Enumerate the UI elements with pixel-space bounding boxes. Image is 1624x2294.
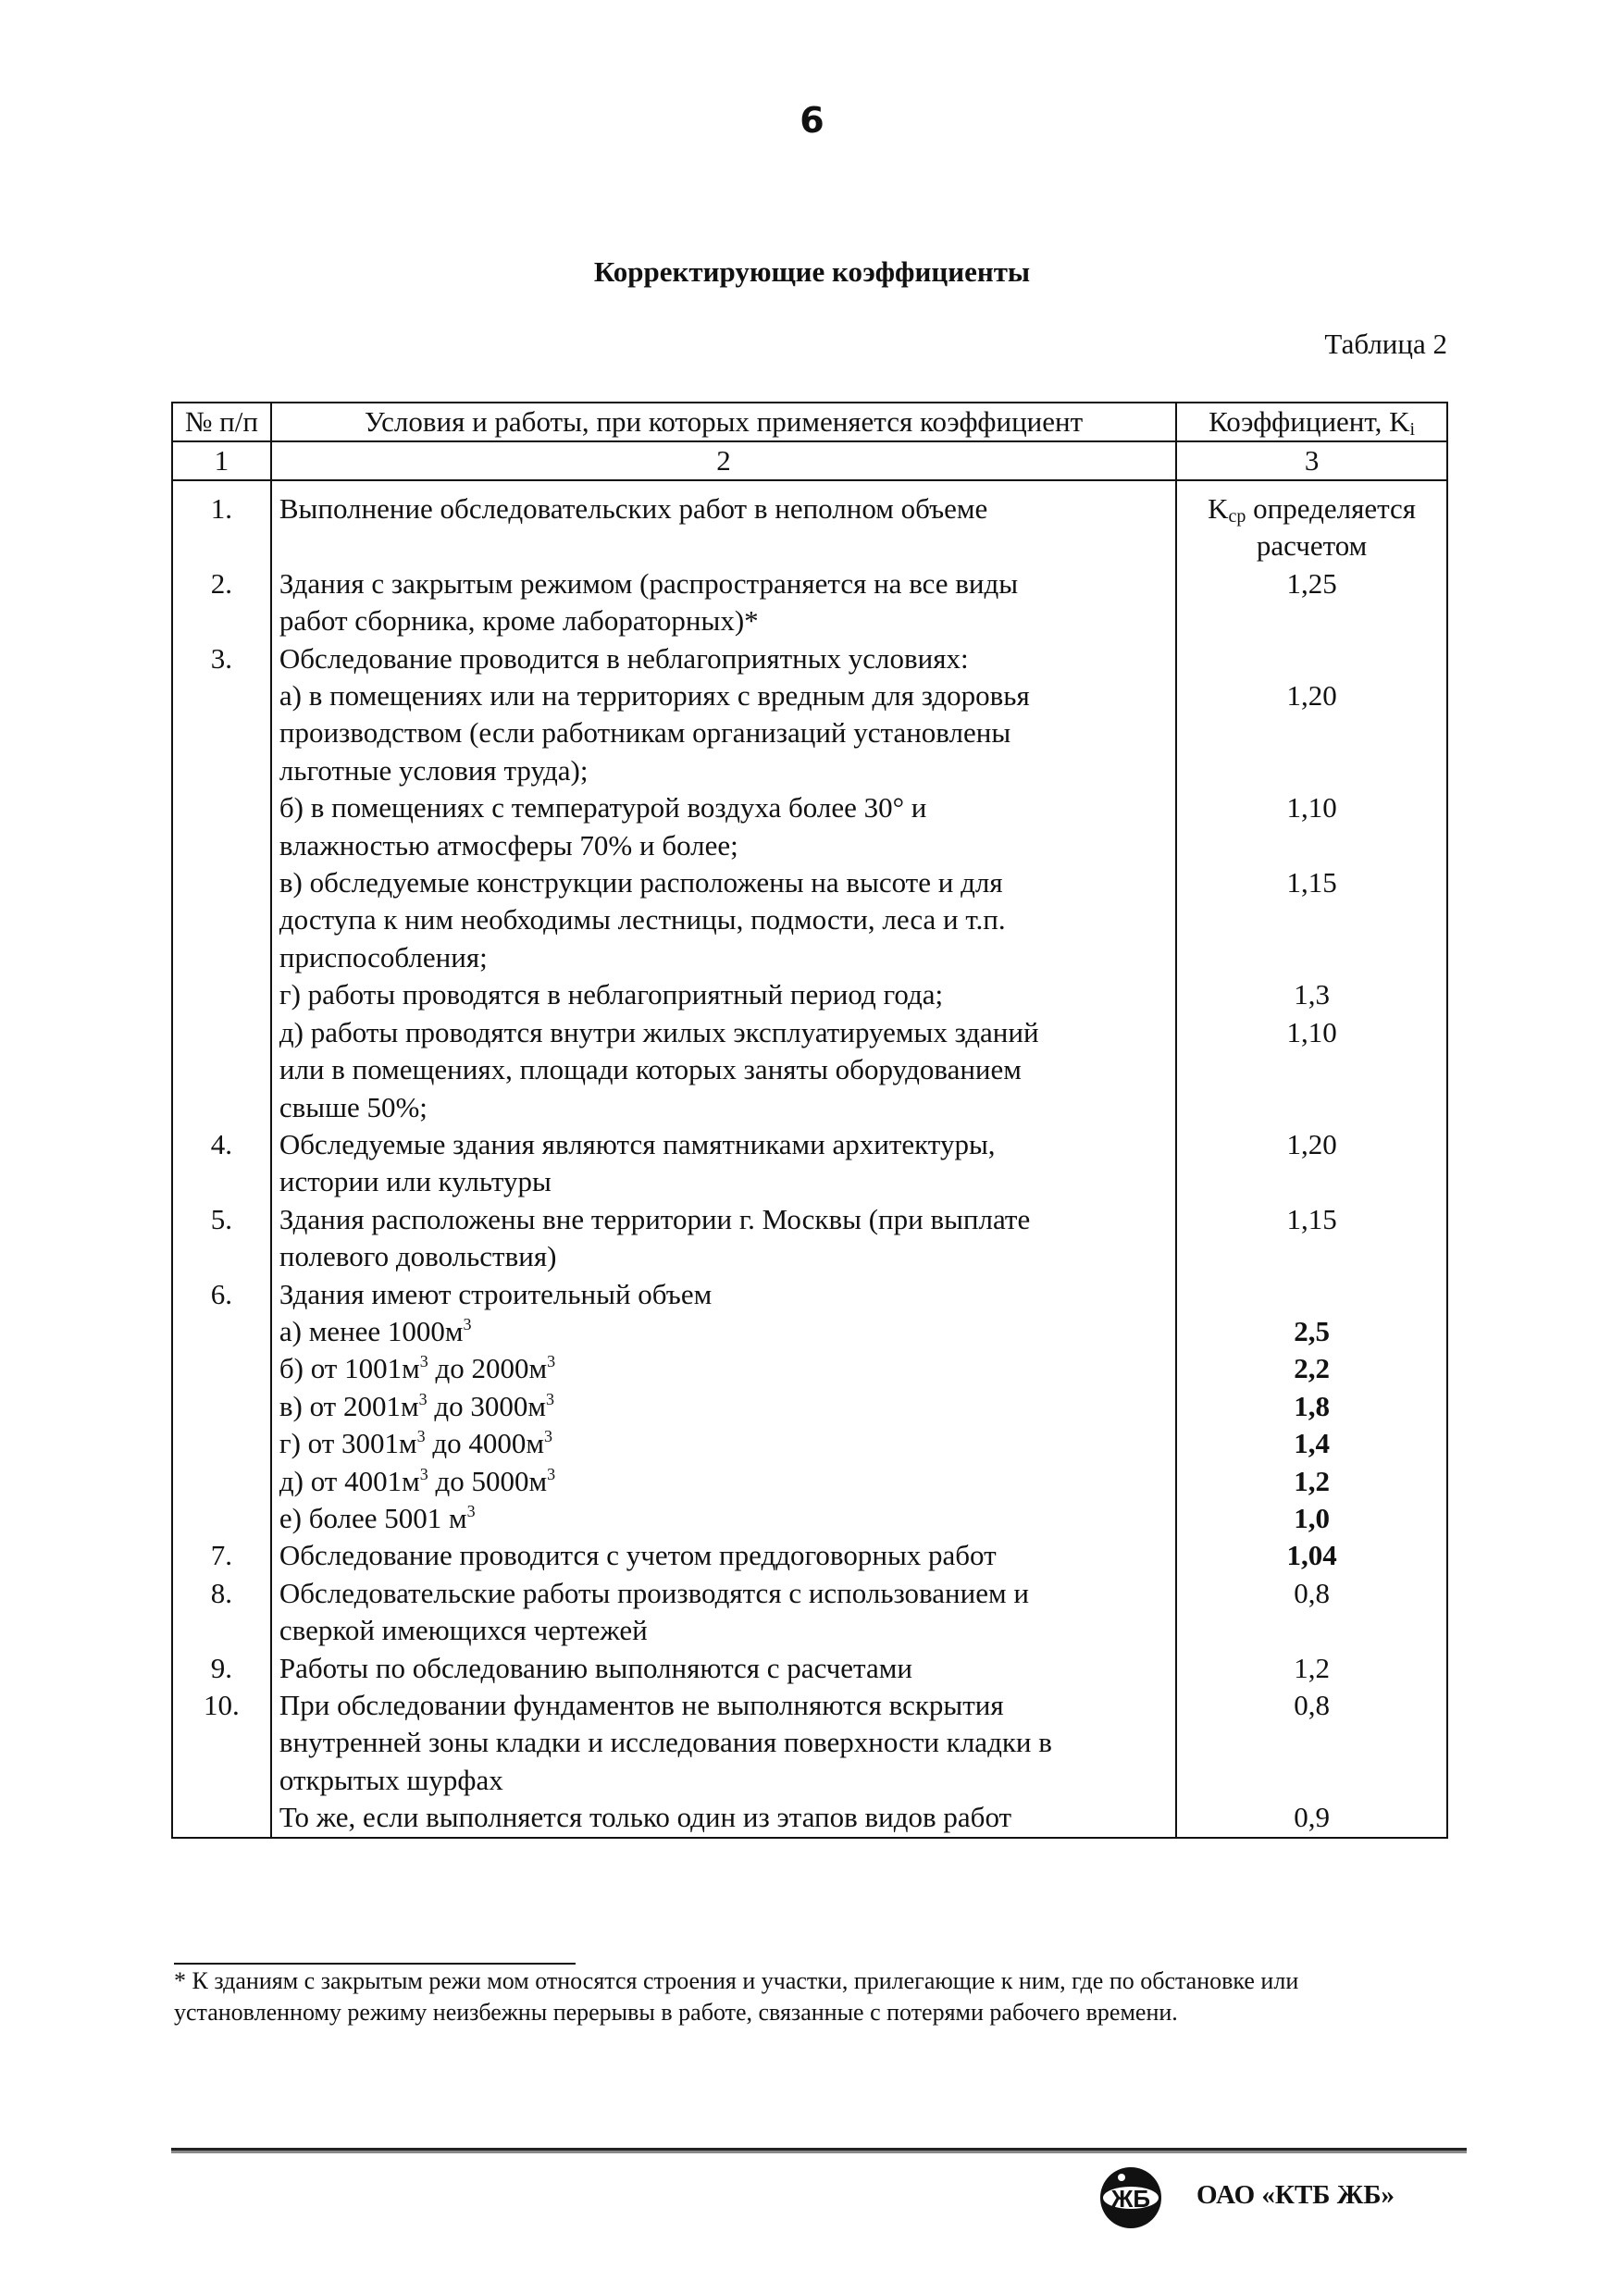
coefficient-value: 1,04 <box>1286 1539 1337 1572</box>
table-column-numbers-row <box>172 441 1447 480</box>
row-condition <box>271 1687 1176 1799</box>
row-coefficient <box>1176 1500 1447 1537</box>
row-condition <box>271 1575 1176 1650</box>
superscript: 3 <box>545 1389 554 1408</box>
coefficient-value: 1,4 <box>1294 1427 1330 1460</box>
row-number <box>172 1799 271 1837</box>
table-row <box>172 677 1447 789</box>
row-condition <box>271 1201 1176 1276</box>
text-segment: То же, если выполняется только один из этапов видов работ <box>279 1801 1012 1834</box>
row-number: 10. <box>172 1687 271 1799</box>
row-condition-line <box>279 602 1168 639</box>
table-row <box>172 1799 1447 1837</box>
text-segment: полевого довольствия) <box>279 1240 557 1273</box>
coefficient-value: 1,10 <box>1286 1015 1337 1048</box>
coefficient-value: 1,20 <box>1286 679 1337 713</box>
table-row <box>172 1687 1447 1799</box>
row-condition <box>271 1388 1176 1425</box>
text-segment: б) в помещениях с температурой воздуха более 30° и <box>279 791 927 825</box>
row-condition <box>271 480 1176 565</box>
row-condition-line <box>279 1687 1168 1724</box>
row-number <box>172 1350 271 1387</box>
row-condition-line <box>279 1201 1168 1238</box>
text-segment: д) от 4001м <box>279 1464 420 1497</box>
coefficient-value: 1,15 <box>1286 866 1337 899</box>
row-number <box>172 864 271 976</box>
row-number <box>172 976 271 1013</box>
row-condition <box>271 1463 1176 1500</box>
row-condition <box>271 1313 1176 1350</box>
coefficients-table <box>171 402 1448 1839</box>
text-segment: до 2000м <box>428 1352 548 1385</box>
row-number <box>172 1463 271 1500</box>
row-condition <box>271 1425 1176 1462</box>
row-coefficient <box>1176 1126 1447 1201</box>
row-condition-line <box>279 1612 1168 1649</box>
row-coefficient <box>1176 1313 1447 1350</box>
coefficient-symbol: K <box>1208 492 1229 525</box>
row-condition-line <box>279 789 1168 826</box>
text-segment: льготные условия труда); <box>279 753 589 787</box>
text-segment: сверкой имеющихся чертежей <box>279 1614 648 1647</box>
coefficient-value: 1,20 <box>1286 1127 1337 1160</box>
table-row <box>172 789 1447 864</box>
text-segment: производством (если работникам организаций установлены <box>279 716 1011 750</box>
row-number: 5. <box>172 1201 271 1276</box>
footnote-line-1: * К зданиям с закрытым режи мом относятся строения и участки, прилегающие к ним, где по обстановке или <box>174 1967 1299 1994</box>
coefficient-value: 1,8 <box>1294 1389 1330 1422</box>
text-segment: до 5000м <box>428 1464 548 1497</box>
coefficient-value: 1,3 <box>1294 978 1330 1011</box>
page-title: Корректирующие коэффициенты <box>593 255 1031 288</box>
header-number: № п/п <box>172 403 271 441</box>
row-coefficient <box>1176 1014 1447 1126</box>
row-coefficient <box>1176 1687 1447 1799</box>
coefficient-text: расчетом <box>1256 529 1368 563</box>
row-condition-line <box>279 827 1168 864</box>
coefficient-value: 1,25 <box>1286 566 1337 600</box>
table-row <box>172 1500 1447 1537</box>
row-condition-line <box>279 976 1168 1013</box>
row-condition-line <box>279 677 1168 714</box>
text-segment: или в помещениях, площади которых заняты оборудованием <box>279 1053 1022 1086</box>
text-segment: в) обследуемые конструкции расположены на высоте и для <box>279 866 1003 899</box>
superscript: 3 <box>419 1352 428 1371</box>
text-segment: а) менее 1000м <box>279 1314 464 1347</box>
column-number-1: 1 <box>172 441 271 480</box>
row-condition-line <box>279 1463 1168 1500</box>
text-segment: до 4000м <box>425 1427 545 1460</box>
text-segment: Здания имеют строительный объем <box>279 1277 713 1310</box>
row-coefficient <box>1176 1388 1447 1425</box>
footnote-line-2: установленному режиму неизбежны перерывы в работе, связанные с потерями рабочего времени. <box>174 1999 1178 2026</box>
row-coefficient <box>1176 1276 1447 1313</box>
coefficient-value: 1,0 <box>1294 1501 1330 1534</box>
row-condition-line <box>279 1276 1168 1313</box>
text-segment: При обследовании фундаментов не выполняются вскрытия <box>279 1689 1004 1721</box>
text-segment: открытых шурфах <box>279 1763 503 1796</box>
text-segment: до 3000м <box>427 1389 546 1422</box>
text-segment: работ сборника, кроме лабораторных)* <box>279 604 759 638</box>
text-segment: д) работы проводятся внутри жилых эксплуатируемых зданий <box>279 1015 1039 1048</box>
row-condition-line <box>279 1350 1168 1387</box>
row-condition-line <box>279 752 1168 789</box>
row-condition-line <box>279 1089 1168 1126</box>
row-condition <box>271 565 1176 640</box>
row-condition <box>271 1350 1176 1387</box>
table-row <box>172 1388 1447 1425</box>
row-condition-line <box>279 640 1168 677</box>
text-segment: г) от 3001м <box>279 1427 417 1460</box>
row-coefficient <box>1176 1201 1447 1276</box>
row-coefficient <box>1176 1537 1447 1574</box>
row-condition <box>271 1650 1176 1687</box>
row-coefficient <box>1176 1575 1447 1650</box>
row-condition-line <box>279 1163 1168 1200</box>
superscript: 3 <box>463 1314 472 1333</box>
row-coefficient <box>1176 1799 1447 1837</box>
row-condition <box>271 1276 1176 1313</box>
row-condition-line <box>279 1388 1168 1425</box>
coefficient-text: определяется <box>1246 492 1417 525</box>
row-condition-line <box>279 1575 1168 1612</box>
text-segment: доступа к ним необходимы лестницы, подмости, леса и т.п. <box>279 903 1006 936</box>
coefficient-value: 1,2 <box>1294 1464 1330 1497</box>
table-row <box>172 1350 1447 1387</box>
row-number: 3. <box>172 640 271 677</box>
superscript: 3 <box>416 1427 426 1446</box>
row-number <box>172 1313 271 1350</box>
coefficient-value: 2,5 <box>1294 1314 1330 1347</box>
row-number: 7. <box>172 1537 271 1574</box>
organization-name: ОАО «КТБ ЖБ» <box>1196 2180 1395 2210</box>
row-coefficient <box>1176 1350 1447 1387</box>
row-condition-line <box>279 1313 1168 1350</box>
coefficient-value: 1,15 <box>1286 1202 1337 1235</box>
header-conditions: Условия и работы, при которых применяется коэффициент <box>271 403 1176 441</box>
row-number <box>172 789 271 864</box>
column-number-2: 2 <box>271 441 1176 480</box>
table-row <box>172 1575 1447 1650</box>
table-row <box>172 1014 1447 1126</box>
row-number: 8. <box>172 1575 271 1650</box>
text-segment: а) в помещениях или на территориях с вредным для здоровья <box>279 679 1030 713</box>
superscript: 3 <box>419 1464 428 1483</box>
row-condition <box>271 864 1176 976</box>
coefficient-value: 0,8 <box>1294 1689 1330 1721</box>
company-logo-icon <box>1097 2164 1164 2231</box>
table-row <box>172 1276 1447 1313</box>
row-coefficient <box>1176 1650 1447 1687</box>
row-condition-line <box>279 1425 1168 1462</box>
row-condition <box>271 677 1176 789</box>
row-coefficient <box>1176 864 1447 976</box>
superscript: 3 <box>547 1464 556 1483</box>
row-condition-line <box>279 490 1168 527</box>
row-condition-line <box>279 864 1168 901</box>
text-segment: г) работы проводятся в неблагоприятный период года; <box>279 978 944 1011</box>
page-number: 6 <box>800 100 824 141</box>
row-coefficient <box>1176 480 1447 565</box>
row-condition-line <box>279 901 1168 938</box>
row-condition-line <box>279 1014 1168 1051</box>
row-condition-line <box>279 1500 1168 1537</box>
table-header-row <box>172 403 1447 441</box>
row-coefficient <box>1176 565 1447 640</box>
footnote-divider <box>174 1963 576 1965</box>
text-segment: приспособления; <box>279 940 488 973</box>
row-condition-line <box>279 714 1168 751</box>
row-coefficient <box>1176 1425 1447 1462</box>
text-segment: Выполнение обследовательских работ в неполном объеме <box>279 492 988 525</box>
superscript: 3 <box>547 1352 556 1371</box>
row-number: 4. <box>172 1126 271 1201</box>
table-row <box>172 976 1447 1013</box>
row-condition <box>271 976 1176 1013</box>
row-number <box>172 1500 271 1537</box>
superscript: 3 <box>418 1389 428 1408</box>
table-row <box>172 1463 1447 1500</box>
text-segment: Обследование проводится в неблагоприятных условиях: <box>279 641 969 675</box>
table-row <box>172 1201 1447 1276</box>
table-row <box>172 565 1447 640</box>
row-number <box>172 677 271 789</box>
column-number-3: 3 <box>1176 441 1447 480</box>
coefficient-value: 2,2 <box>1294 1352 1330 1385</box>
row-coefficient <box>1176 789 1447 864</box>
coefficient-value: 0,9 <box>1294 1801 1330 1834</box>
table-row <box>172 1313 1447 1350</box>
row-number: 6. <box>172 1276 271 1313</box>
row-number <box>172 1014 271 1126</box>
text-segment: в) от 2001м <box>279 1389 419 1422</box>
table-row <box>172 1537 1447 1574</box>
header-coefficient <box>1176 403 1447 441</box>
row-coefficient <box>1176 677 1447 789</box>
text-segment: влажностью атмосферы 70% и более; <box>279 828 738 862</box>
text-segment: Здания расположены вне территории г. Москвы (при выплате <box>279 1202 1031 1235</box>
row-condition-line <box>279 1238 1168 1275</box>
superscript: 3 <box>544 1427 553 1446</box>
table-row <box>172 1126 1447 1201</box>
table-row <box>172 640 1447 677</box>
row-condition-line <box>279 1762 1168 1799</box>
table-row <box>172 864 1447 976</box>
row-condition-line <box>279 1051 1168 1088</box>
company-logo-text: ЖБ <box>1110 2185 1151 2213</box>
footer-divider <box>171 2148 1467 2151</box>
row-coefficient <box>1176 640 1447 677</box>
row-condition-line <box>279 1537 1168 1574</box>
table-row <box>172 1425 1447 1462</box>
text-segment: свыше 50%; <box>279 1090 428 1123</box>
table-row <box>172 1650 1447 1687</box>
coefficient-subscript: ср <box>1228 506 1246 527</box>
text-segment: внутренней зоны кладки и исследования поверхности кладки в <box>279 1726 1052 1759</box>
row-condition-line <box>279 939 1168 976</box>
text-segment: е) более 5001 м <box>279 1501 467 1534</box>
text-segment: Обследование проводится с учетом преддоговорных работ <box>279 1539 997 1572</box>
row-condition <box>271 1537 1176 1574</box>
row-coefficient <box>1176 1463 1447 1500</box>
row-number: 1. <box>172 480 271 565</box>
text-segment: Обследовательские работы производятся с использованием и <box>279 1576 1029 1609</box>
row-condition-line <box>279 1650 1168 1687</box>
row-number: 2. <box>172 565 271 640</box>
table-row <box>172 480 1447 565</box>
row-condition <box>271 789 1176 864</box>
table-label: Таблица 2 <box>1324 328 1447 360</box>
row-condition <box>271 1500 1176 1537</box>
text-segment: б) от 1001м <box>279 1352 420 1385</box>
row-condition <box>271 1014 1176 1126</box>
row-condition <box>271 640 1176 677</box>
coefficient-value: 1,2 <box>1294 1651 1330 1684</box>
row-number <box>172 1425 271 1462</box>
footnote <box>174 1965 1460 2028</box>
row-condition-line <box>279 1799 1168 1836</box>
row-condition <box>271 1126 1176 1201</box>
text-segment: Обследуемые здания являются памятниками архитектуры, <box>279 1127 996 1160</box>
coefficient-value: 1,10 <box>1286 791 1337 825</box>
row-number: 9. <box>172 1650 271 1687</box>
row-condition <box>271 1799 1176 1837</box>
superscript: 3 <box>466 1501 476 1520</box>
text-segment: Работы по обследованию выполняются с расчетами <box>279 1651 912 1684</box>
row-condition-line <box>279 565 1168 602</box>
text-segment: Здания с закрытым режимом (распространяется на все виды <box>279 566 1019 600</box>
row-condition-line <box>279 1126 1168 1163</box>
row-condition-line <box>279 1724 1168 1761</box>
row-number <box>172 1388 271 1425</box>
coefficient-line <box>1177 490 1446 527</box>
row-coefficient <box>1176 976 1447 1013</box>
header-coefficient-sub: i <box>1409 419 1416 440</box>
coefficient-value: 0,8 <box>1294 1576 1330 1609</box>
header-coefficient-main: Коэффициент, K <box>1209 405 1410 438</box>
text-segment: истории или культуры <box>279 1165 552 1198</box>
